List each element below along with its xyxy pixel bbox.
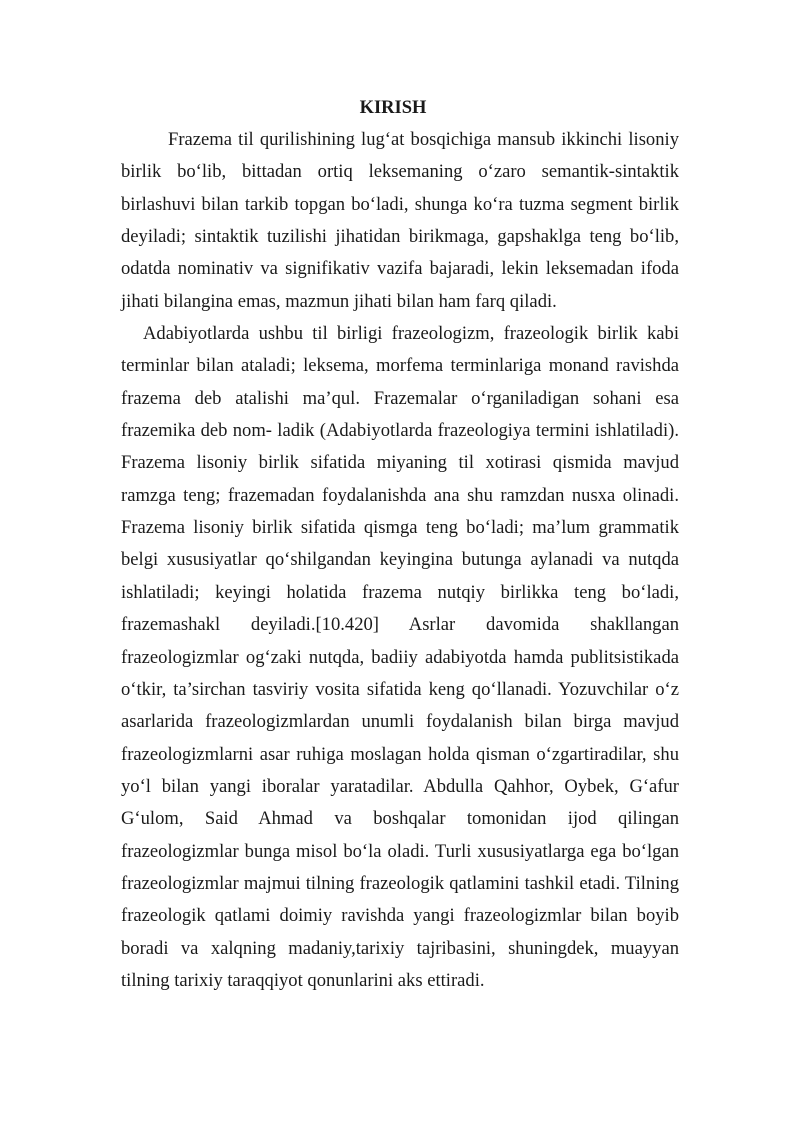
document-body bbox=[121, 124, 679, 997]
section-heading: KIRISH bbox=[359, 98, 427, 118]
paragraph-2: Adabiyotlarda ushbu til birligi frazeologizm, frazeologik birlik kabi terminlar bilan ataladi; leksema, morfema terminlariga monand ravishda frazema deb atalishi ma’qul. Frazemalar o‘rganiladigan sohani esa frazemika deb nom- ladik (Adabiyotlarda frazeologiya termini ishlatiladi). Frazema lisoniy birlik sifatida miyaning til xotirasi qismida mavjud ramzga teng; frazemadan foydalanishda ana shu ramzdan nusxa olinadi. Frazema lisoniy birlik sifatida qismga teng bo‘ladi; ma’lum grammatik belgi xususiyatlar qo‘shilgandan keyingina butunga aylanadi va nutqda ishlatiladi; keyingi holatida frazema nutqiy birlikka teng bo‘ladi, frazemashakl deyiladi.[10.420] Asrlar davomida shakllangan frazeologizmlar og‘zaki nutqda, badiiy adabiyotda hamda publitsistikada o‘tkir, ta’sirchan tasviriy vosita sifatida keng qo‘llanadi. Yozuvchilar o‘z asarlarida frazeologizmlardan unumli foydalanish bilan birga mavjud frazeologizmlarni asar ruhiga moslagan holda qisman o‘zgartiradilar, shu yo‘l bilan yangi iboralar yaratadilar. Abdulla Qahhor, Oybek, G‘afur G‘ulom, Said Ahmad va boshqalar tomonidan ijod qilingan frazeologizmlar bunga misol bo‘la oladi. Turli xususiyatlarga ega bo‘lgan frazeologizmlar majmui tilning frazeologik qatlamini tashkil etadi. Tilning frazeologik qatlami doimiy ravishda yangi frazeologizmlar bilan boyib boradi va xalqning madaniy,tarixiy tajribasini, shuningdek, muayyan tilning tarixiy taraqqiyot qonunlarini aks ettiradi. bbox=[121, 323, 679, 991]
paragraph-1: Frazema til qurilishining lug‘at bosqichiga mansub ikkinchi lisoniy birlik bo‘lib, bittadan ortiq leksemaning o‘zaro semantik-sintaktik birlashuvi bilan tarkib topgan bo‘ladi, shunga ko‘ra tuzma segment birlik deyiladi; sintaktik tuzilishi jihatidan birikmaga, gapshaklga teng bo‘lib, odatda nominativ va signifikativ vazifa bajaradi, lekin leksemadan ifoda jihati bilangina emas, mazmun jihati bilan ham farq qiladi. bbox=[121, 129, 679, 312]
